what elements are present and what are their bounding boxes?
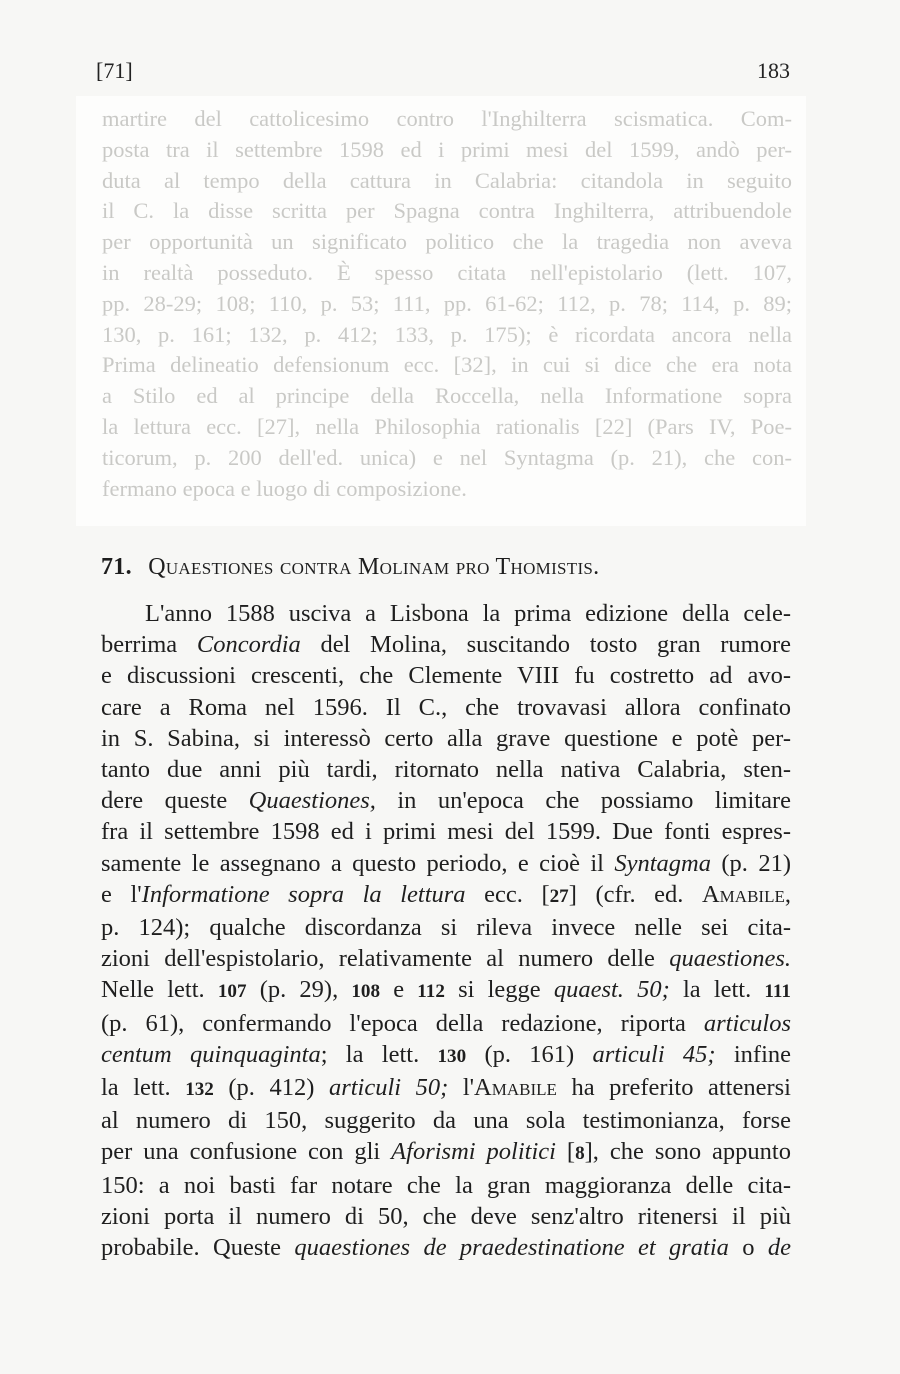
faded-text-line: posta tra il settembre 1598 ed i primi mesi del 1599, andò per-: [102, 136, 792, 162]
text-line: e discussioni crescenti, che Clemente VIII fu costretto ad avo-: [101, 662, 791, 690]
text-line: la lett. 132 (p. 412) articuli 50; l'Amabile ha preferito attenersi: [101, 1074, 791, 1102]
faded-text-line: martire del cattolicesimo contro l'Inghilterra scismatica. Com-: [102, 106, 792, 131]
faded-text-line: ticorum, p. 200 dell'ed. unica) e nel Syntagma (p. 21), che con-: [102, 444, 792, 470]
text-line: al numero di 150, suggerito da una sola testimonianza, forse: [101, 1107, 791, 1135]
text-line: berrima Concordia del Molina, suscitando tosto gran rumore: [101, 631, 791, 659]
text-line: samente le assegnano a questo periodo, e cioè il Syntagma (p. 21): [101, 849, 791, 877]
text-line: probabile. Queste quaestiones de praedestinatione et gratia o de: [101, 1234, 791, 1262]
faded-text-line: 130, p. 161; 132, p. 412; 133, p. 175); è ricordata ancora nella: [102, 321, 792, 347]
text-line: 150: a noi basti far notare che la gran maggioranza delle cita-: [101, 1171, 791, 1199]
body-paragraph: [101, 598, 791, 1263]
text-line: zioni dell'espistolario, relativamente al numero delle quaestiones.: [101, 945, 791, 973]
faded-text-line: a Stilo ed al principe della Roccella, nella Informatione sopra: [102, 383, 792, 409]
faded-text-line: in realtà posseduto. È spesso citata nell'epistolario (lett. 107,: [102, 259, 792, 285]
text-line: per una confusione con gli Aforismi politici [8], che sono appunto: [101, 1138, 791, 1166]
section-marker: [71]: [96, 58, 133, 83]
page-number: 183: [757, 58, 790, 83]
text-line: zioni porta il numero di 50, che deve senz'altro ritenersi il più: [101, 1202, 791, 1230]
text-line: (p. 61), confermando l'epoca della redazione, riporta articulos: [101, 1009, 791, 1037]
faded-text-line: Prima delineatio defensionum ecc. [32], in cui si dice che era nota: [102, 352, 792, 378]
text-line: in S. Sabina, si interessò certo alla grave questione e potè per-: [101, 724, 791, 752]
text-line: tanto due anni più tardi, ritornato nella nativa Calabria, sten-: [101, 756, 791, 784]
section-title: Quaestiones contra Molinam pro Thomistis.: [148, 554, 600, 580]
faded-previous-paragraph: [76, 96, 806, 526]
text-line: L'anno 1588 usciva a Lisbona la prima edizione della cele-: [145, 600, 791, 627]
text-line: centum quinquaginta; la lett. 130 (p. 161) articuli 45; infine: [101, 1040, 792, 1068]
text-line: fra il settembre 1598 ed i primi mesi del 1599. Due fonti espres-: [101, 818, 791, 846]
faded-text-line: la lettura ecc. [27], nella Philosophia rationalis [22] (Pars IV, Poe-: [102, 413, 792, 439]
faded-text-line: fermano epoca e luogo di composizione.: [102, 475, 467, 501]
text-line: p. 124); qualche discordanza si rileva invece nelle sei cita-: [101, 914, 791, 942]
running-header: [96, 58, 790, 84]
text-line: Nelle lett. 107 (p. 29), 108 e 112 si legge quaest. 50; la lett. 111: [101, 976, 791, 1004]
faded-text-line: pp. 28-29; 108; 110, p. 53; 111, pp. 61-62; 112, p. 78; 114, p. 89;: [102, 290, 792, 316]
faded-text-line: per opportunità un significato politico che la tragedia non aveva: [102, 229, 792, 255]
faded-text-line: duta al tempo della cattura in Calabria: citandola in seguito: [102, 167, 792, 193]
faded-paragraph-text: [102, 104, 792, 504]
text-line: e l'Informatione sopra la lettura ecc. [27] (cfr. ed. Amabile,: [101, 880, 791, 908]
section-heading: [101, 554, 600, 581]
text-line: care a Roma nel 1596. Il C., che trovavasi allora confinato: [101, 693, 791, 721]
section-number: 71.: [101, 554, 132, 580]
text-line: dere queste Quaestiones, in un'epoca che possiamo limitare: [101, 787, 792, 815]
faded-text-line: il C. la disse scritta per Spagna contra Inghilterra, attribuendole: [102, 198, 792, 224]
